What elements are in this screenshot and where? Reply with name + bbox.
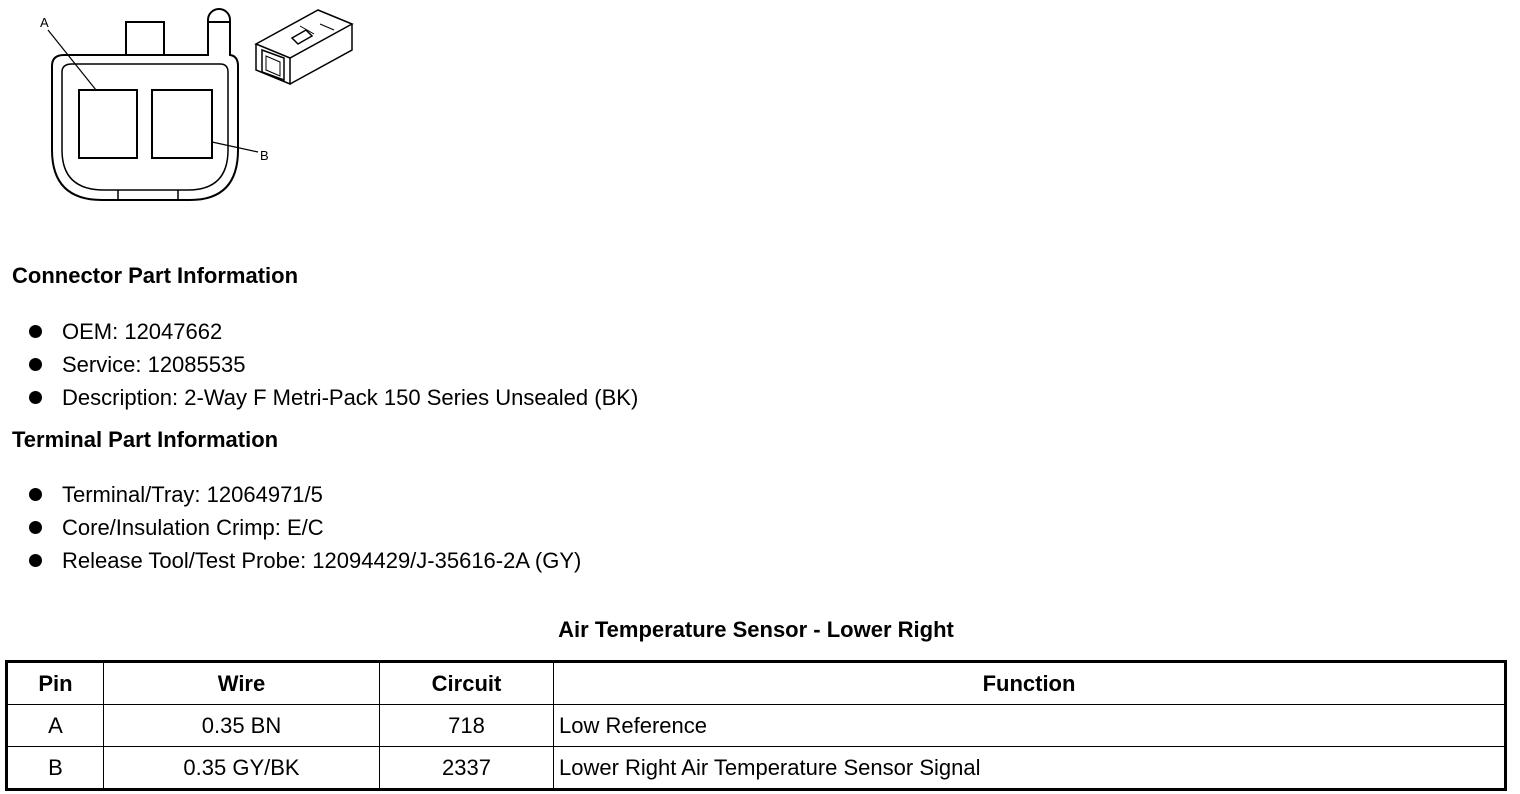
header-wire: Wire [104, 662, 380, 705]
description-text: Description: 2-Way F Metri-Pack 150 Series Unsealed (BK) [62, 385, 639, 410]
cell-function: Lower Right Air Temperature Sensor Signal [554, 747, 1506, 790]
leader-b [212, 142, 258, 152]
header-pin: Pin [7, 662, 104, 705]
list-item [0, 381, 638, 414]
bullet-icon [29, 554, 42, 567]
connector-diagram [0, 0, 400, 215]
cavity-b [152, 90, 212, 158]
terminal-tray-text: Terminal/Tray: 12064971/5 [62, 482, 323, 507]
cell-pin: A [7, 705, 104, 747]
header-circuit: Circuit [380, 662, 554, 705]
cell-circuit: 718 [380, 705, 554, 747]
table-row [7, 705, 1506, 747]
table-title: Air Temperature Sensor - Lower Right [558, 617, 954, 642]
pin-label-b: B [260, 148, 269, 163]
crimp-text: Core/Insulation Crimp: E/C [62, 515, 324, 540]
cavity-a [79, 90, 137, 158]
bullet-icon [29, 391, 42, 404]
pin-table [5, 660, 1507, 791]
terminal-part-info-list [0, 478, 581, 577]
cell-wire: 0.35 BN [104, 705, 380, 747]
bullet-icon [29, 358, 42, 371]
terminal-part-info-heading: Terminal Part Information [12, 427, 279, 452]
cell-pin: B [7, 747, 104, 790]
bullet-icon [29, 325, 42, 338]
service-part-text: Service: 12085535 [62, 352, 246, 377]
cell-wire: 0.35 GY/BK [104, 747, 380, 790]
list-item [0, 544, 581, 577]
list-item [0, 478, 581, 511]
table-header-row [7, 662, 1506, 705]
connector-part-info-heading: Connector Part Information [12, 263, 299, 288]
cell-circuit: 2337 [380, 747, 554, 790]
list-item [0, 348, 638, 381]
connector-inner-outline [62, 64, 228, 190]
bullet-icon [29, 488, 42, 501]
release-tool-text: Release Tool/Test Probe: 12094429/J-35616-2A (GY) [62, 548, 582, 573]
connector-part-info-list [0, 315, 638, 414]
header-function: Function [554, 662, 1506, 705]
cell-function: Low Reference [554, 705, 1506, 747]
list-item [0, 315, 638, 348]
bullet-icon [29, 521, 42, 534]
connector-isometric-view [256, 10, 352, 84]
oem-part-text: OEM: 12047662 [62, 319, 223, 344]
pin-label-a: A [40, 15, 49, 30]
leader-a [48, 30, 96, 90]
table-row [7, 747, 1506, 790]
list-item [0, 511, 581, 544]
